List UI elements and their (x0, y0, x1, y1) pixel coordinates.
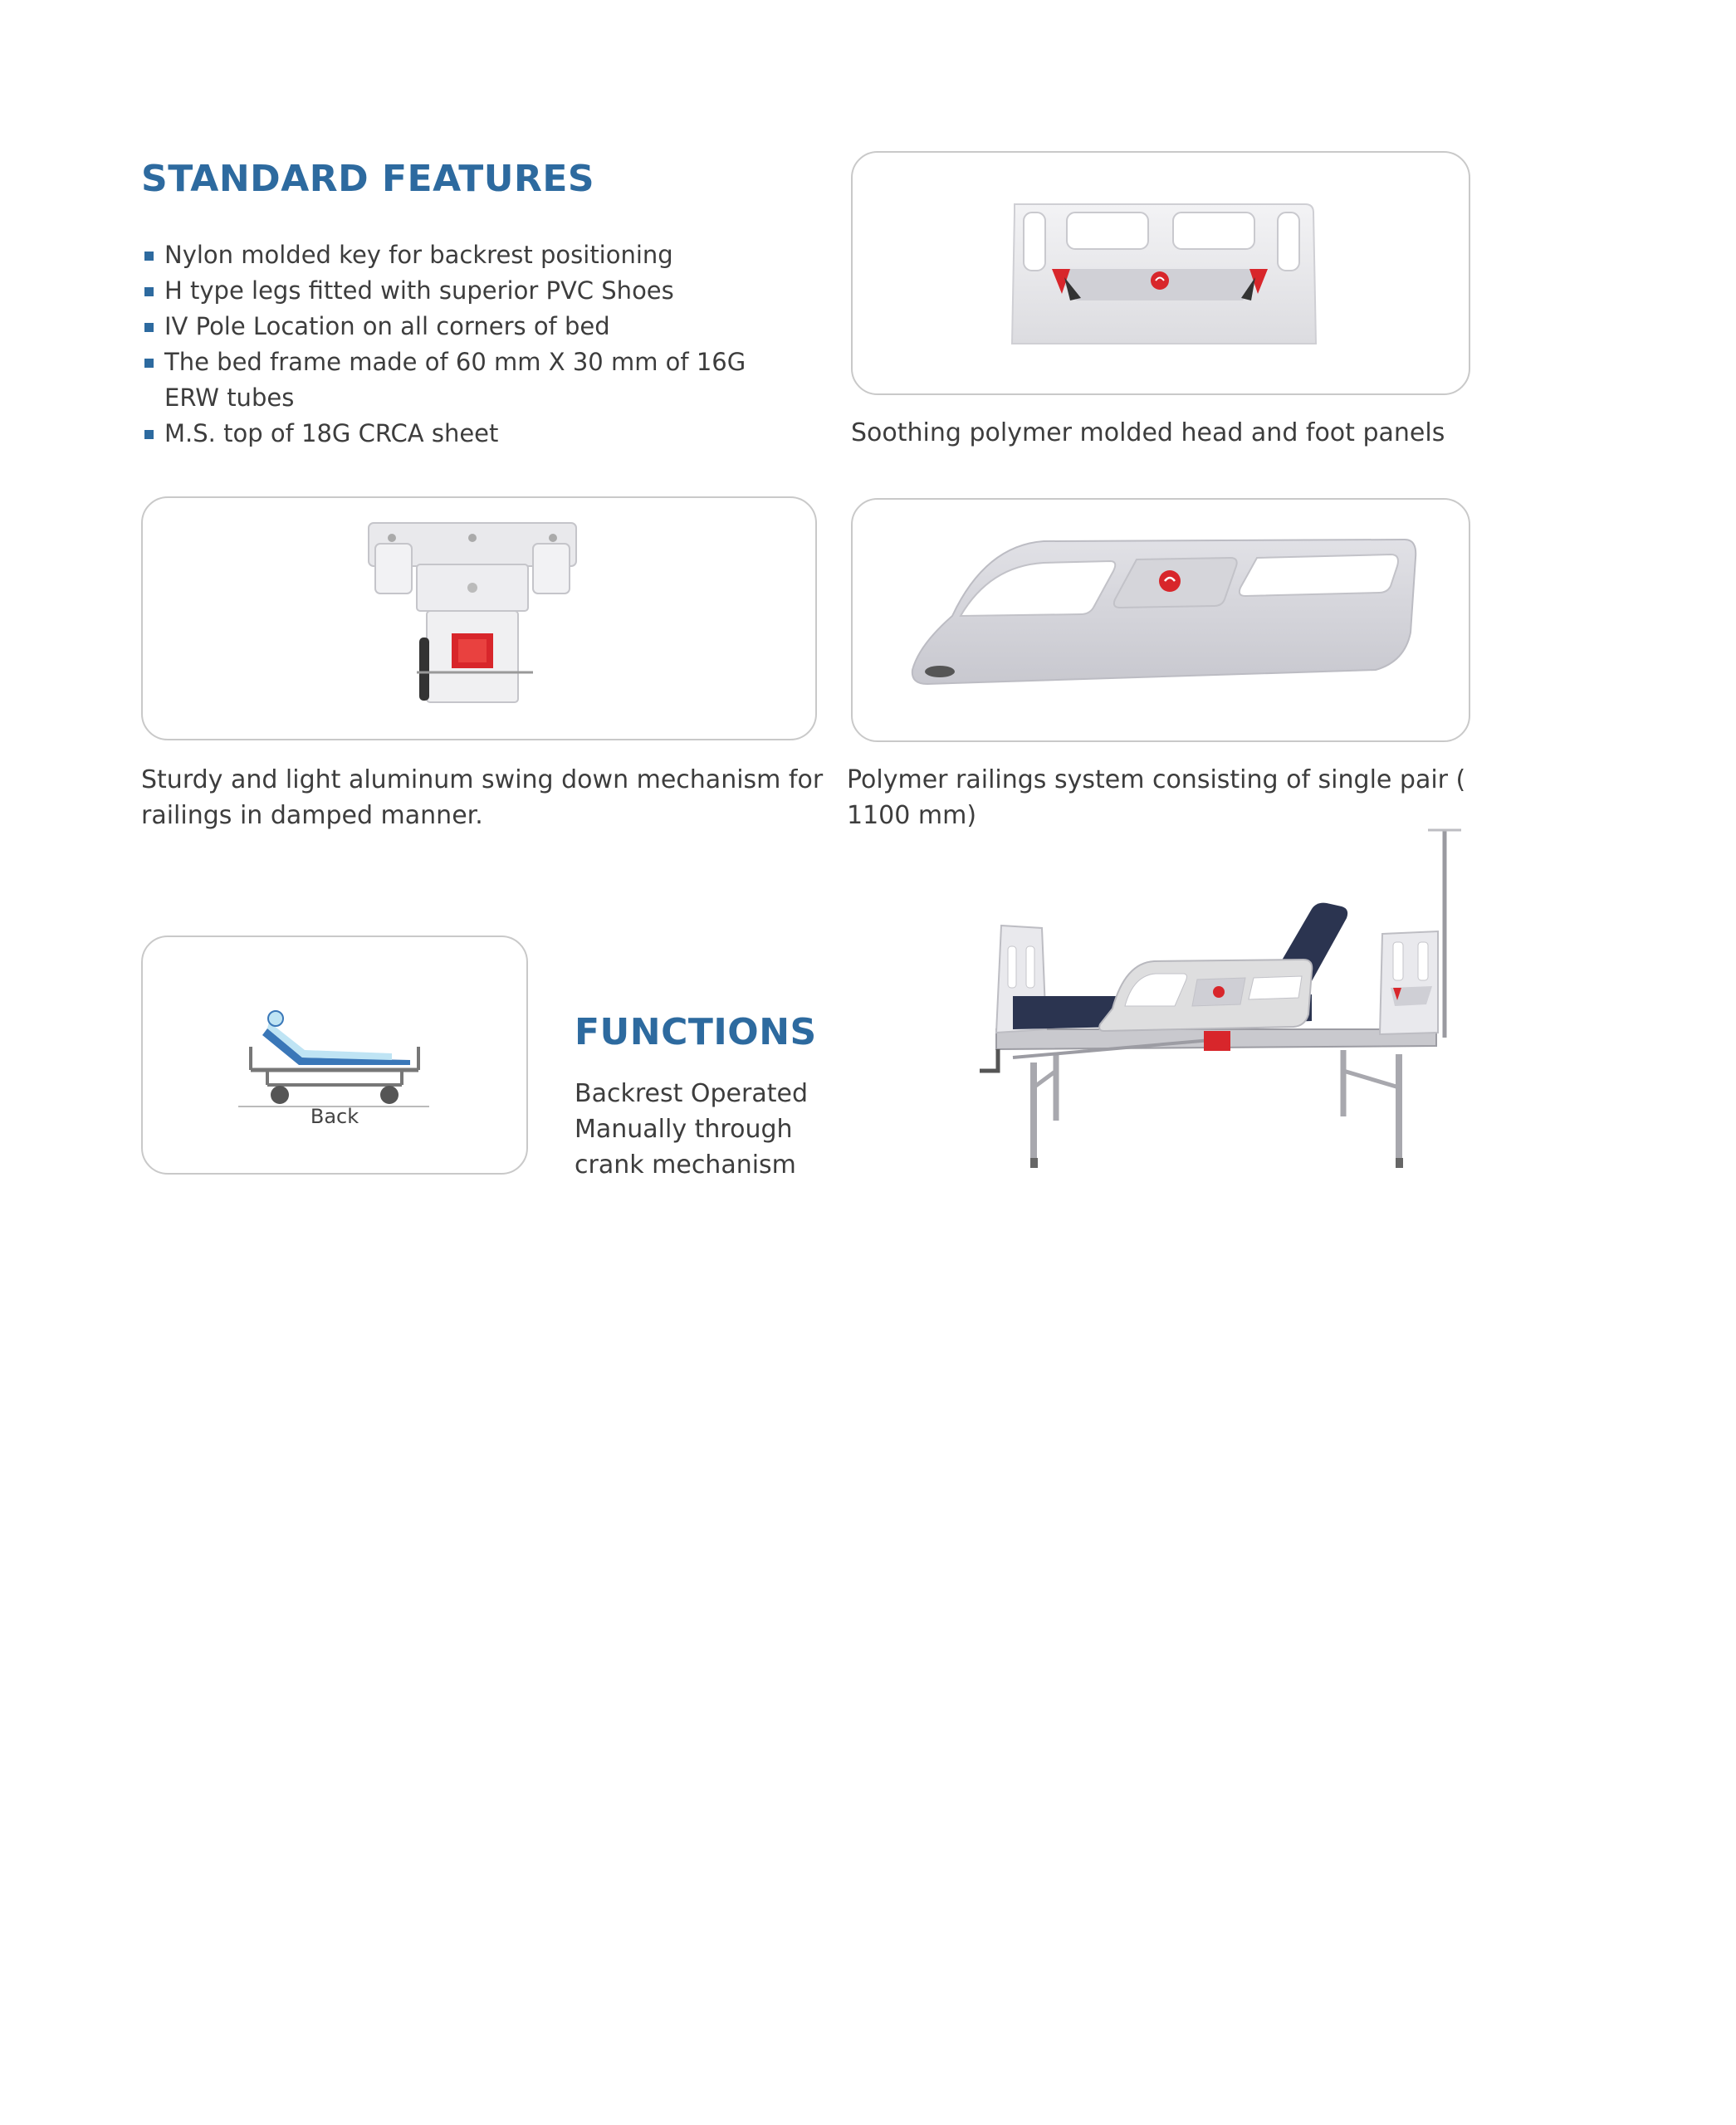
back-label: Back (310, 1105, 359, 1128)
standard-features-list (143, 237, 757, 452)
standard-features-title: STANDARD FEATURES (141, 158, 595, 200)
functions-description: Backrest Operated Manually through crank mechanism (575, 1079, 808, 1180)
railings-card (851, 498, 1470, 742)
head-panel-caption: Soothing polymer molded head and foot panels (851, 418, 1445, 447)
feature-item: H type legs fitted with superior PVC Shoes (143, 273, 757, 309)
head-panel-card (851, 151, 1470, 395)
feature-item: The bed frame made of 60 mm X 30 mm of 16G ERW tubes (143, 344, 757, 416)
feature-item: Nylon molded key for backrest positioning (143, 237, 757, 273)
swing-mechanism-caption: Sturdy and light aluminum swing down mechanism for railings in damped manner. (141, 765, 824, 830)
feature-item: M.S. top of 18G CRCA sheet (143, 416, 757, 452)
swing-mechanism-image (143, 498, 815, 739)
feature-item: IV Pole Location on all corners of bed (143, 309, 757, 344)
swing-mechanism-card (141, 496, 817, 740)
hospital-bed-image (946, 822, 1478, 1179)
railings-image (853, 500, 1469, 740)
head-panel-image (853, 153, 1469, 393)
back-function-card (141, 935, 528, 1175)
railings-caption: Polymer railings system consisting of single pair ( 1100 mm) (847, 765, 1466, 830)
functions-title: FUNCTIONS (575, 1011, 817, 1053)
